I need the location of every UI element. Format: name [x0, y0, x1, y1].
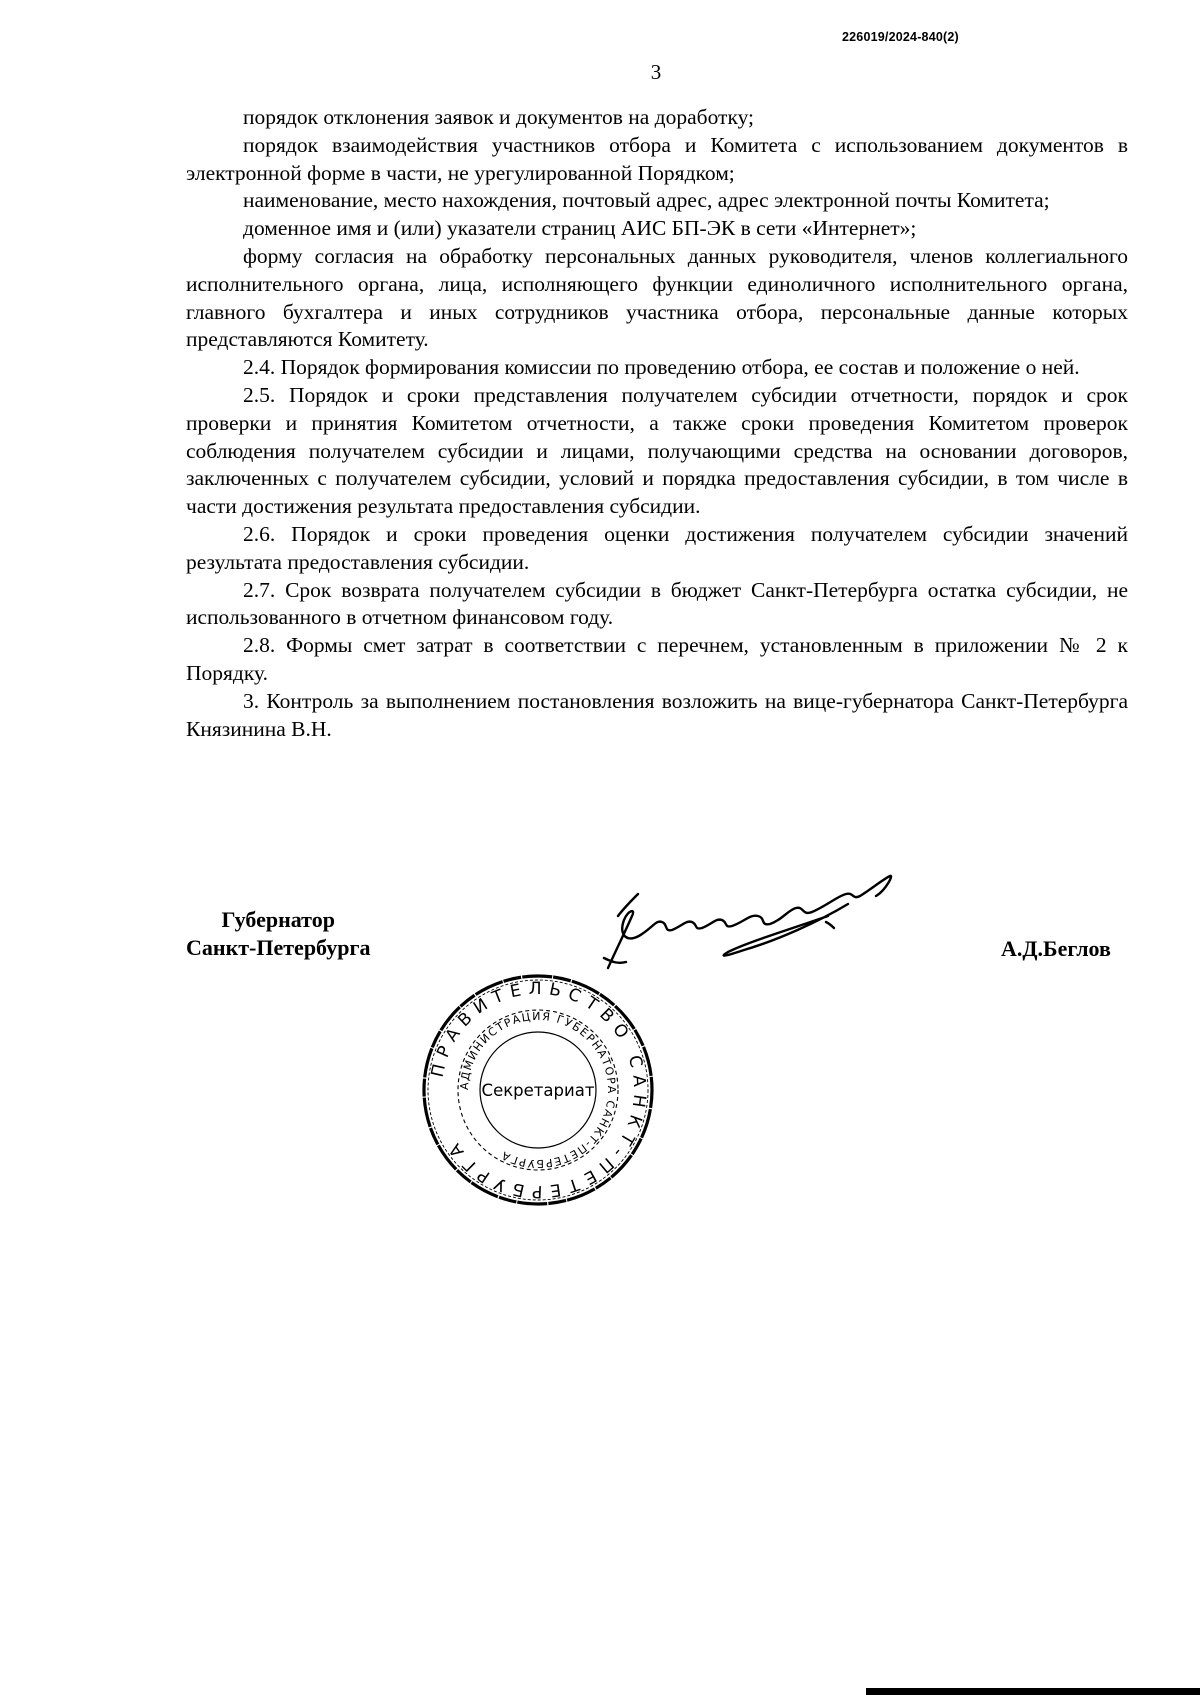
- stamp-outer-ring-text: ПРАВИТЕЛЬСТВО САНКТ-ПЕТЕРБУРГА: [427, 978, 650, 1202]
- stamp-inner-ring-text: АДМИНИСТРАЦИЯ ГУБЕРНАТОРА САНКТ-ПЕТЕРБУРГА: [457, 1009, 619, 1171]
- official-seal-stamp: [418, 970, 658, 1210]
- signatory-title-line2: Санкт-Петербурга: [186, 935, 371, 960]
- paragraph-rejection-order: порядок отклонения заявок и документов на доработку;: [243, 105, 755, 129]
- page-number: 3: [650, 60, 662, 84]
- document-body: [186, 104, 1128, 743]
- paragraph-interaction-order: порядок взаимодействия участников отбора и Комитета с использованием документов в электронной форме в части, не урегулированной Порядком;: [186, 132, 1128, 185]
- signatory-title: [186, 906, 370, 962]
- scan-bottom-edge-bar: [866, 1688, 1200, 1695]
- paragraph-2-4: 2.4. Порядок формирования комиссии по проведению отбора, ее состав и положение о ней.: [243, 355, 1080, 380]
- paragraph-consent-form: форму согласия на обработку персональных данных руководителя, членов коллегиального исполнительного органа, лица, исполняющего функции единоличного исполнительного органа, главного бухгалтера и иных сотрудников участника отбора, персональные данные которых представляются Комитету.: [186, 243, 1128, 352]
- paragraph-2-7: 2.7. Срок возврата получателем субсидии в бюджет Санкт-Петербурга остатка субсидии, не использованного в отчетном финансовом году.: [186, 577, 1128, 630]
- paragraph-domain-name: доменное имя и (или) указатели страниц АИС БП-ЭК в сети «Интернет»;: [243, 216, 917, 241]
- signatory-title-line1: Губернатор: [221, 907, 335, 932]
- paragraph-2-5: 2.5. Порядок и сроки представления получателем субсидии отчетности, порядок и срок проверки и принятия Комитетом отчетности, а также сроки проведения Комитетом проверок соблюдения получателем субсидии и лицами, получающими средства на основании договоров, заключенных с получателем субсидии, условий и порядка предоставления субсидии, в том числе в части достижения результата предоставления субсидии.: [186, 382, 1128, 519]
- handwritten-signature: [598, 870, 918, 980]
- document-registration-number: 226019/2024-840(2): [842, 30, 959, 44]
- paragraph-2-8: 2.8. Формы смет затрат в соответствии с перечнем, установленным в приложении № 2 к Порядку.: [186, 633, 1128, 685]
- signatory-name: А.Д.Беглов: [1001, 936, 1111, 961]
- paragraph-3-control: 3. Контроль за выполнением постановления возложить на вице-губернатора Санкт-Петербурга Князинина В.Н.: [186, 688, 1128, 741]
- paragraph-2-6: 2.6. Порядок и сроки проведения оценки достижения получателем субсидии значений результата предоставления субсидии.: [186, 521, 1128, 574]
- stamp-center-text: Секретариат: [481, 1081, 595, 1100]
- paragraph-committee-address: наименование, место нахождения, почтовый адрес, адрес электронной почты Комитета;: [243, 188, 1050, 213]
